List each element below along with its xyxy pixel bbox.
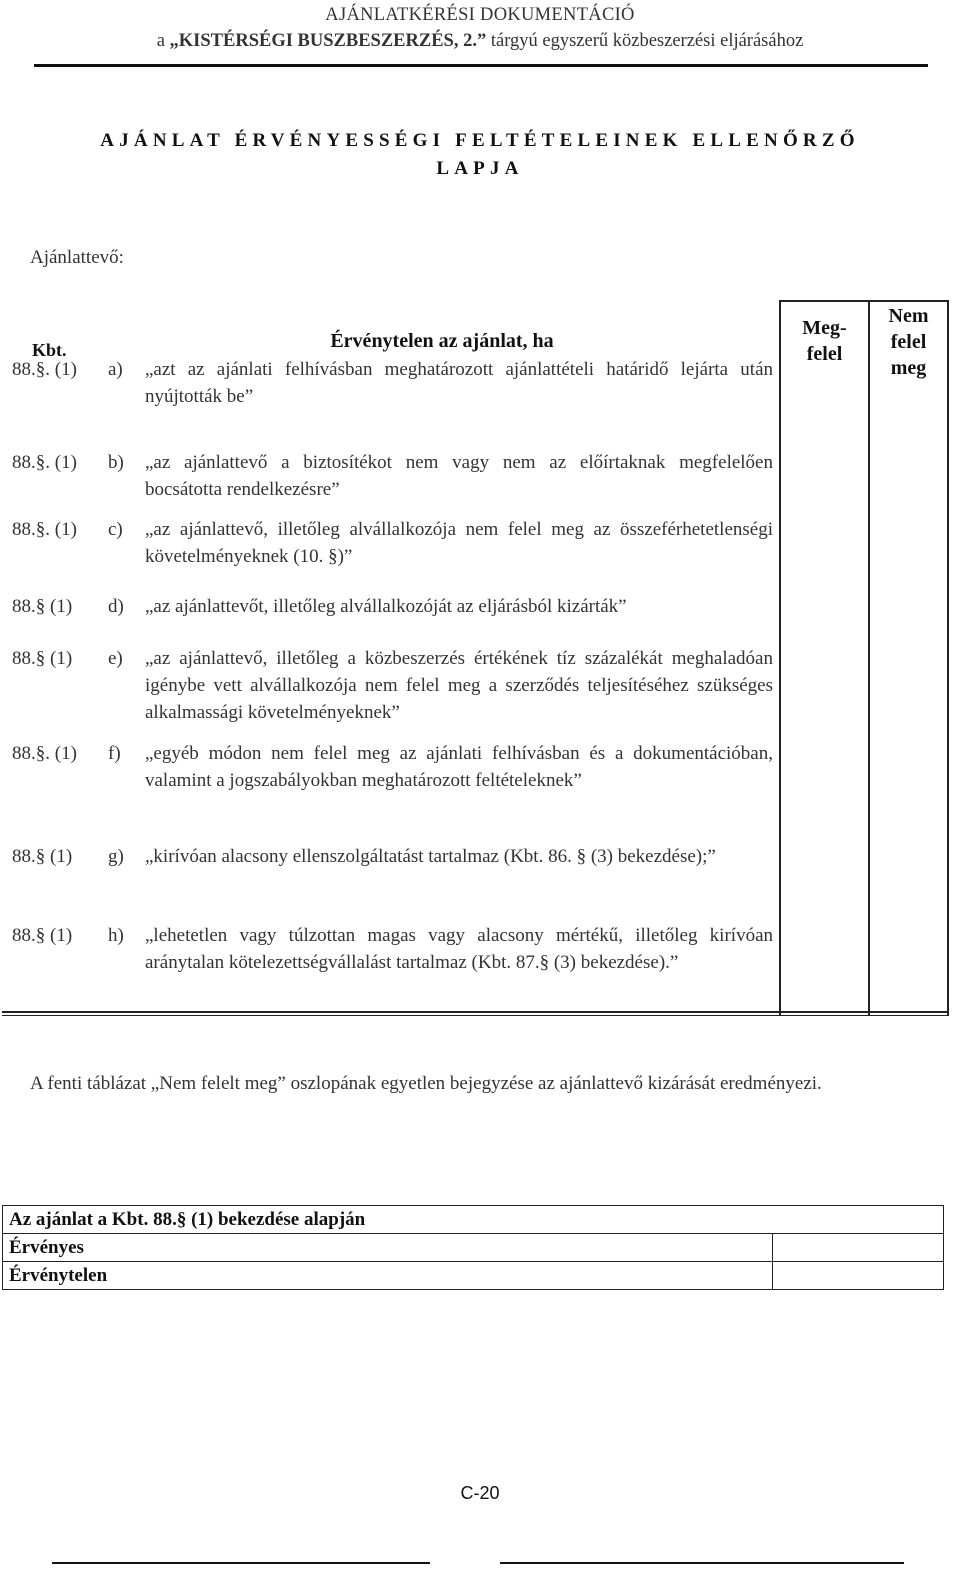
exclusion-note: A fenti táblázat „Nem felelt meg” oszlopának egyetlen bejegyzése az ajánlattevő kizárását eredményezi. [30,1073,822,1094]
row-text: „az ajánlattevő, illetőleg a közbeszerzés értékének tíz százalékát meghaladóan igénybe vett alvállalkozója nem felel meg a szerződés teljesítéséhez szükséges alkalmassági követelményeknek” [145,648,773,723]
row-text: „kirívóan alacsony ellenszolgáltatást tartalmaz (Kbt. 86. § (3) bekezdése);” [145,846,716,867]
result-valid-label: Érvényes [3,1234,773,1262]
result-row-invalid [3,1262,944,1290]
column-divider-meg [779,300,781,1016]
column-header-kbt: Kbt. [32,340,67,360]
row-letter: c) [108,519,123,540]
row-ref: 88.§. (1) [12,452,77,473]
result-row-valid [3,1234,944,1262]
table-bottom-border [2,1011,949,1013]
result-table [2,1205,944,1290]
row-letter: a) [108,359,123,380]
not-meet-line-2: felel [890,331,927,353]
header-suffix: tárgyú egyszerű közbeszerzési eljárásához [486,31,804,51]
row-ref: 88.§ (1) [12,648,73,669]
row-text: „egyéb módon nem felel meg az ajánlati felhívásban és a dokumentációban, valamint a jogszabályokban meghatározott feltételeknek” [145,743,773,791]
row-letter: d) [108,596,124,617]
table-bottom-border-inner [2,1015,949,1016]
header-line-1: AJÁNLATKÉRÉSI DOKUMENTÁCIÓ [325,5,635,25]
column-divider-nem [868,300,870,1016]
row-letter: e) [108,648,123,669]
title-line-1: AJÁNLAT ÉRVÉNYESSÉGI FELTÉTELEINEK ELLENŐRZŐ [100,130,860,151]
row-text: „lehetetlen vagy túlzottan magas vagy alacsony mértékű, illetőleg kirívóan aránytalan kötelezettségvállalást tartalmaz (Kbt. 87.§ (3) bekezdése).” [145,925,773,973]
page-title [20,127,940,183]
column-header-invalid-if: Érvénytelen az ajánlat, ha [330,330,554,352]
table-right-border [947,300,949,1016]
result-header: Az ajánlat a Kbt. 88.§ (1) bekezdése alapján [3,1206,944,1234]
result-header-row [3,1206,944,1234]
row-text: „azt az ajánlati felhívásban meghatározott ajánlattételi határidő lejárta után nyújtották be” [145,359,773,407]
row-ref: 88.§. (1) [12,743,77,764]
row-ref: 88.§ (1) [12,925,73,946]
row-text: „az ajánlattevő, illetőleg alvállalkozója nem felel meg az összeférhetetlenségi követelményeknek (10. §)” [145,519,773,567]
column-header-meets [781,315,868,367]
row-ref: 88.§ (1) [12,596,73,617]
meets-line-1: Meg- [802,317,847,339]
row-letter: h) [108,925,124,946]
validity-table [2,300,949,1016]
page-number: C-20 [460,1483,500,1503]
document-header [0,2,960,54]
column-header-does-not-meet [870,303,947,381]
header-project-name: „KISTÉRSÉGI BUSZBESZERZÉS, 2.” [169,31,487,51]
row-letter: b) [108,452,124,473]
row-ref: 88.§ (1) [12,846,73,867]
signature-line-right [500,1562,904,1564]
result-valid-checkbox[interactable] [773,1234,944,1262]
header-prefix: a [156,31,170,51]
meets-line-2: felel [806,343,843,365]
bidder-label: Ajánlattevő: [30,247,124,268]
row-ref: 88.§. (1) [12,519,77,540]
header-line-2 [0,28,960,54]
title-line-2: LAPJA [436,158,524,179]
row-letter: f) [108,743,121,764]
row-ref: 88.§. (1) [12,359,77,380]
header-rule [34,64,928,67]
table-top-border [779,300,949,302]
result-invalid-label: Érvénytelen [3,1262,773,1290]
not-meet-line-3: meg [890,357,927,379]
not-meet-line-1: Nem [888,305,929,327]
signature-line-left [52,1562,430,1564]
result-invalid-checkbox[interactable] [773,1262,944,1290]
row-text: „az ajánlattevő a biztosítékot nem vagy nem az előírtaknak megfelelően bocsátotta rendelkezésre” [145,452,773,500]
row-letter: g) [108,846,124,867]
row-text: „az ajánlattevőt, illetőleg alvállalkozóját az eljárásból kizárták” [145,596,627,617]
